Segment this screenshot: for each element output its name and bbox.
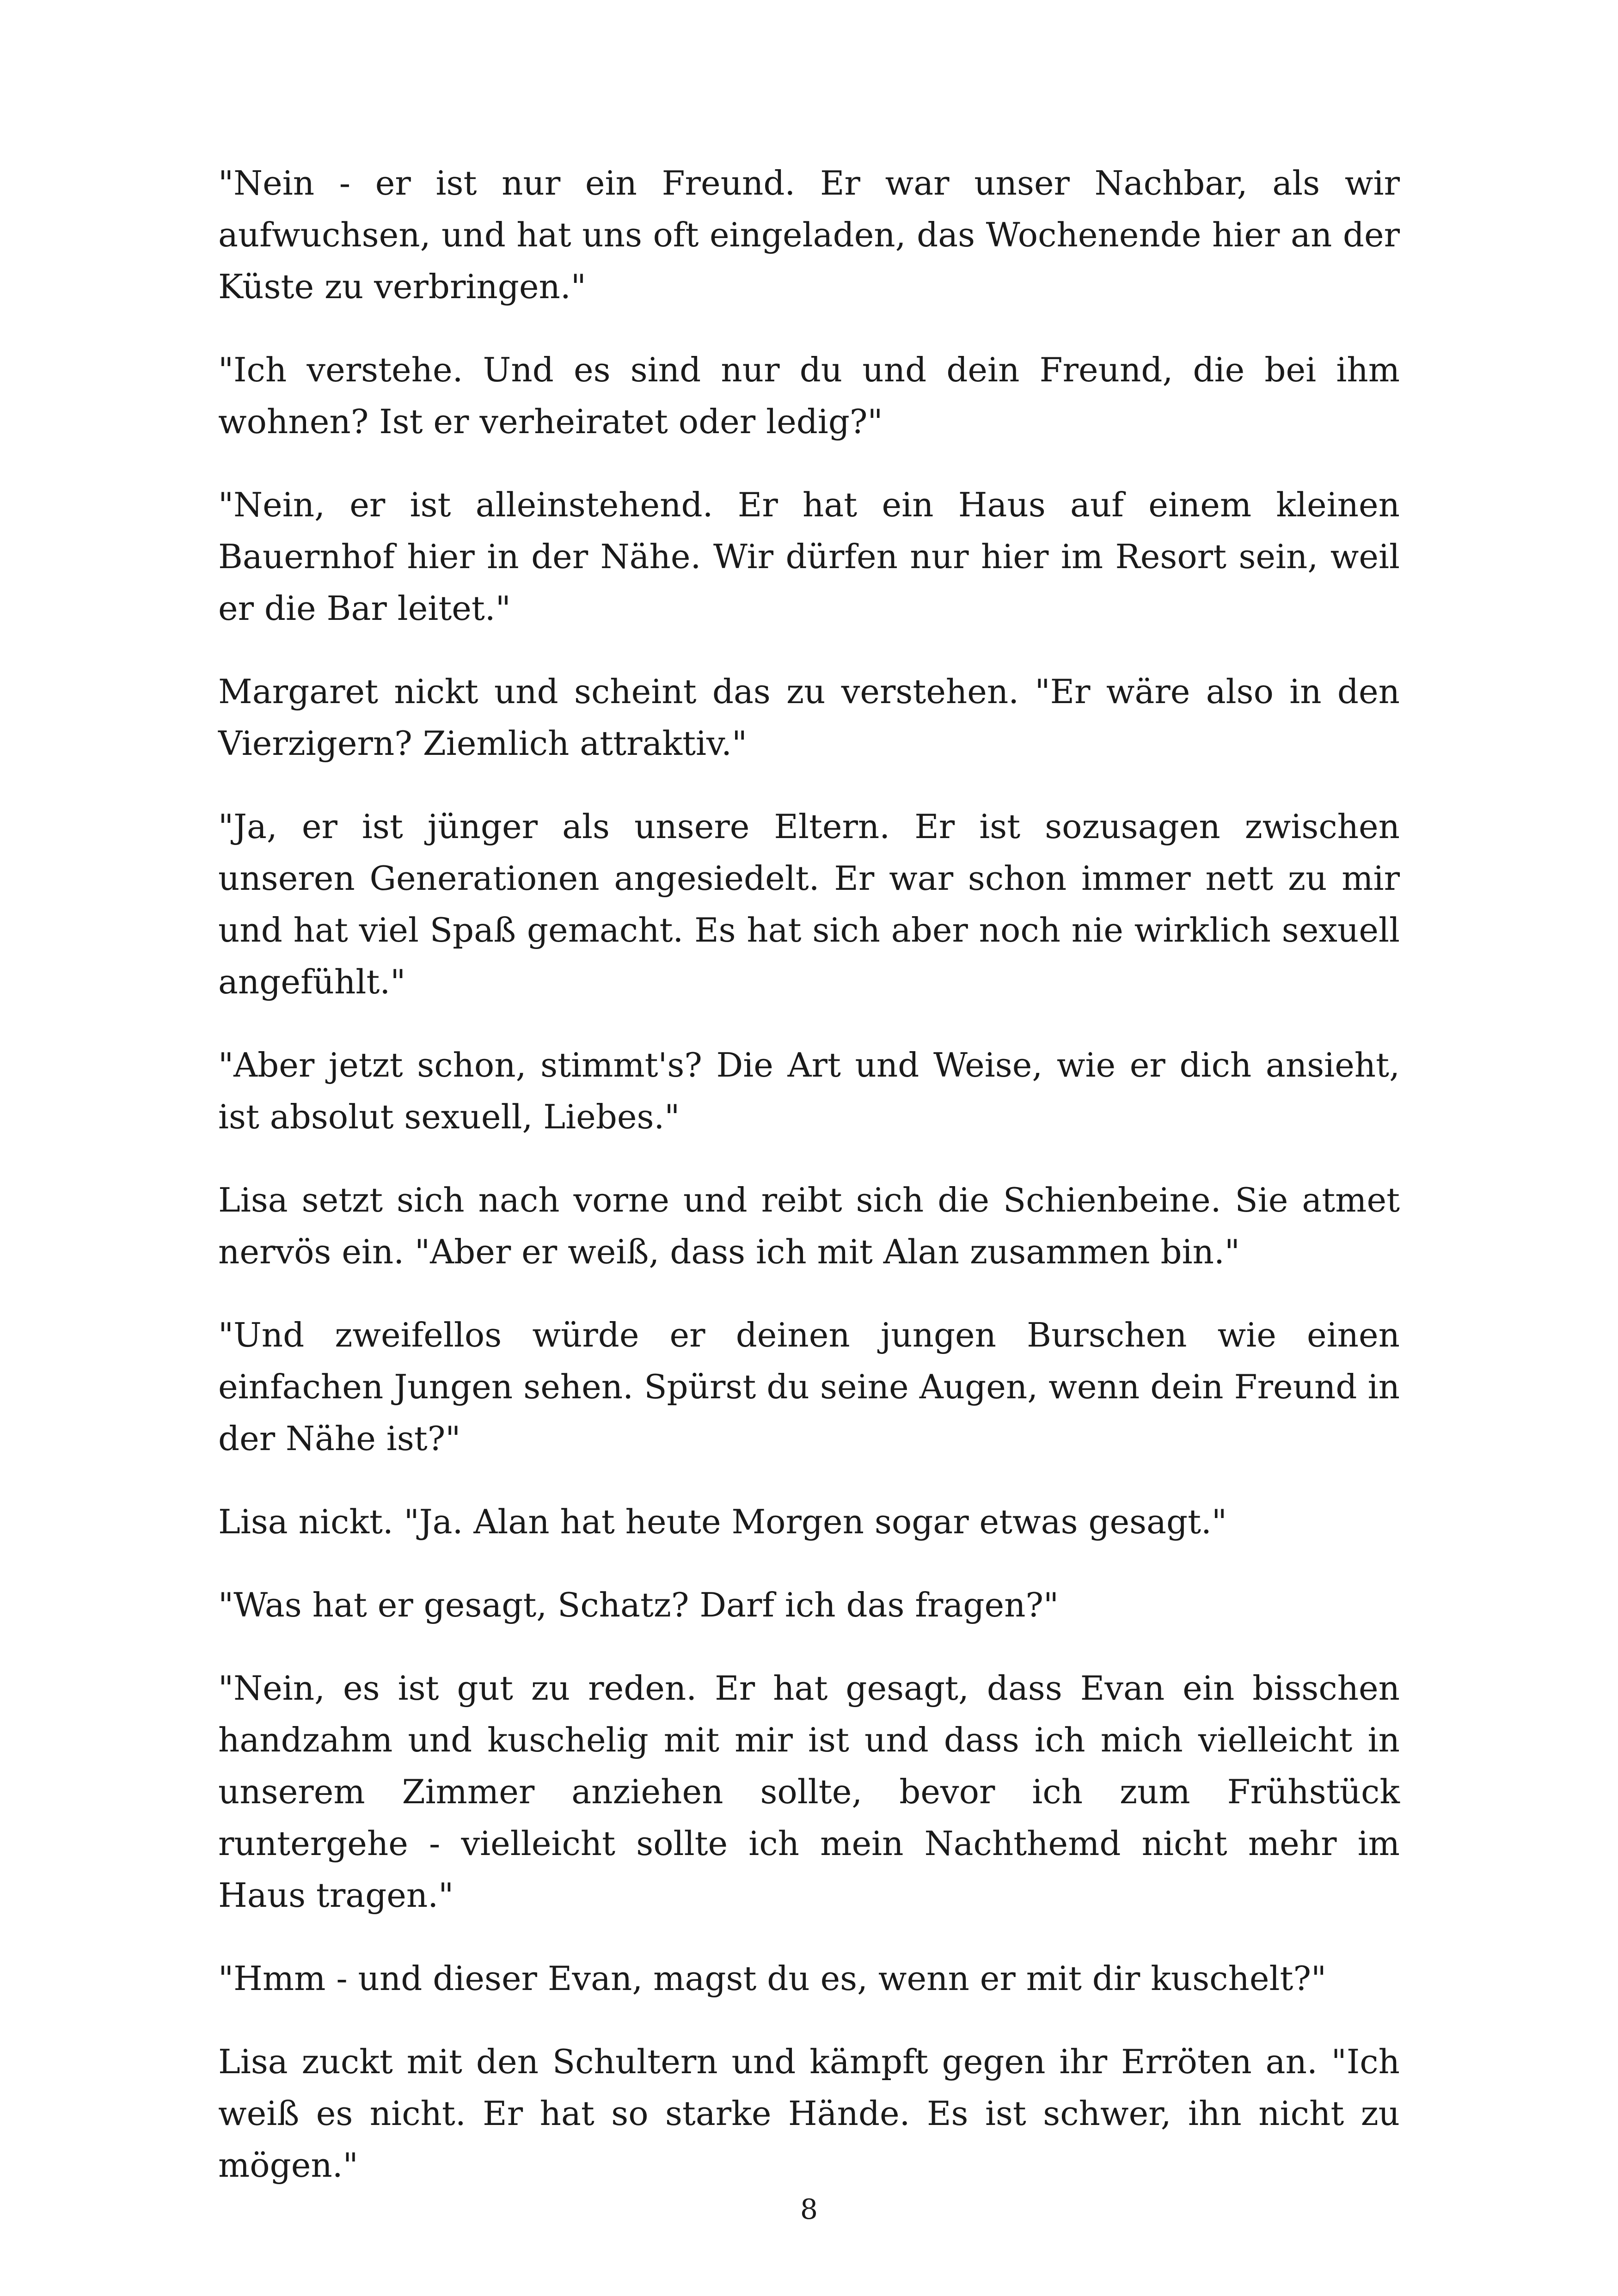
paragraph-2: "Ich verstehe. Und es sind nur du und dein Freund, die bei ihm wohnen? Ist er verheiratet oder ledig?"	[218, 350, 1400, 441]
page-number: 8	[800, 2193, 818, 2226]
paragraph-5: "Ja, er ist jünger als unsere Eltern. Er ist sozusagen zwischen unseren Generationen angesiedelt. Er war schon immer nett zu mir und hat viel Spaß gemacht. Es hat sich aber noch nie wirklich sexuell angefühlt."	[218, 807, 1400, 1001]
paragraph-12: "Hmm - und dieser Evan, magst du es, wenn er mit dir kuschelt?"	[218, 1959, 1327, 1998]
paragraph-8: "Und zweifellos würde er deinen jungen Burschen wie einen einfachen Jungen sehen. Spürst du seine Augen, wenn dein Freund in der Nähe ist?"	[218, 1316, 1400, 1458]
paragraph-11: "Nein, es ist gut zu reden. Er hat gesagt, dass Evan ein bisschen handzahm und kuschelig mit mir ist und dass ich mich vielleicht in unserem Zimmer anziehen sollte, bevor ich zum Frühstück runtergehe - vielleicht sollte ich mein Nachthemd nicht mehr im Haus tragen."	[218, 1669, 1400, 1915]
body-text	[218, 157, 1400, 2223]
paragraph-4: Margaret nickt und scheint das zu verstehen. "Er wäre also in den Vierzigern? Ziemlich attraktiv."	[218, 672, 1400, 763]
paragraph-13: Lisa zuckt mit den Schultern und kämpft gegen ihr Erröten an. "Ich weiß es nicht. Er hat so starke Hände. Es ist schwer, ihn nicht zu mögen."	[218, 2042, 1400, 2185]
paragraph-1: "Nein - er ist nur ein Freund. Er war unser Nachbar, als wir aufwuchsen, und hat uns oft eingeladen, das Wochenende hier an der Küste zu verbringen."	[218, 164, 1400, 306]
paragraph-9: Lisa nickt. "Ja. Alan hat heute Morgen sogar etwas gesagt."	[218, 1502, 1227, 1541]
paragraph-6: "Aber jetzt schon, stimmt's? Die Art und Weise, wie er dich ansieht, ist absolut sexuell, Liebes."	[218, 1046, 1400, 1136]
paragraph-10: "Was hat er gesagt, Schatz? Darf ich das fragen?"	[218, 1586, 1059, 1624]
paragraph-7: Lisa setzt sich nach vorne und reibt sich die Schienbeine. Sie atmet nervös ein. "Aber er weiß, dass ich mit Alan zusammen bin."	[218, 1181, 1400, 1271]
paragraph-3: "Nein, er ist alleinstehend. Er hat ein Haus auf einem kleinen Bauernhof hier in der Nähe. Wir dürfen nur hier im Resort sein, weil er die Bar leitet."	[218, 485, 1400, 628]
